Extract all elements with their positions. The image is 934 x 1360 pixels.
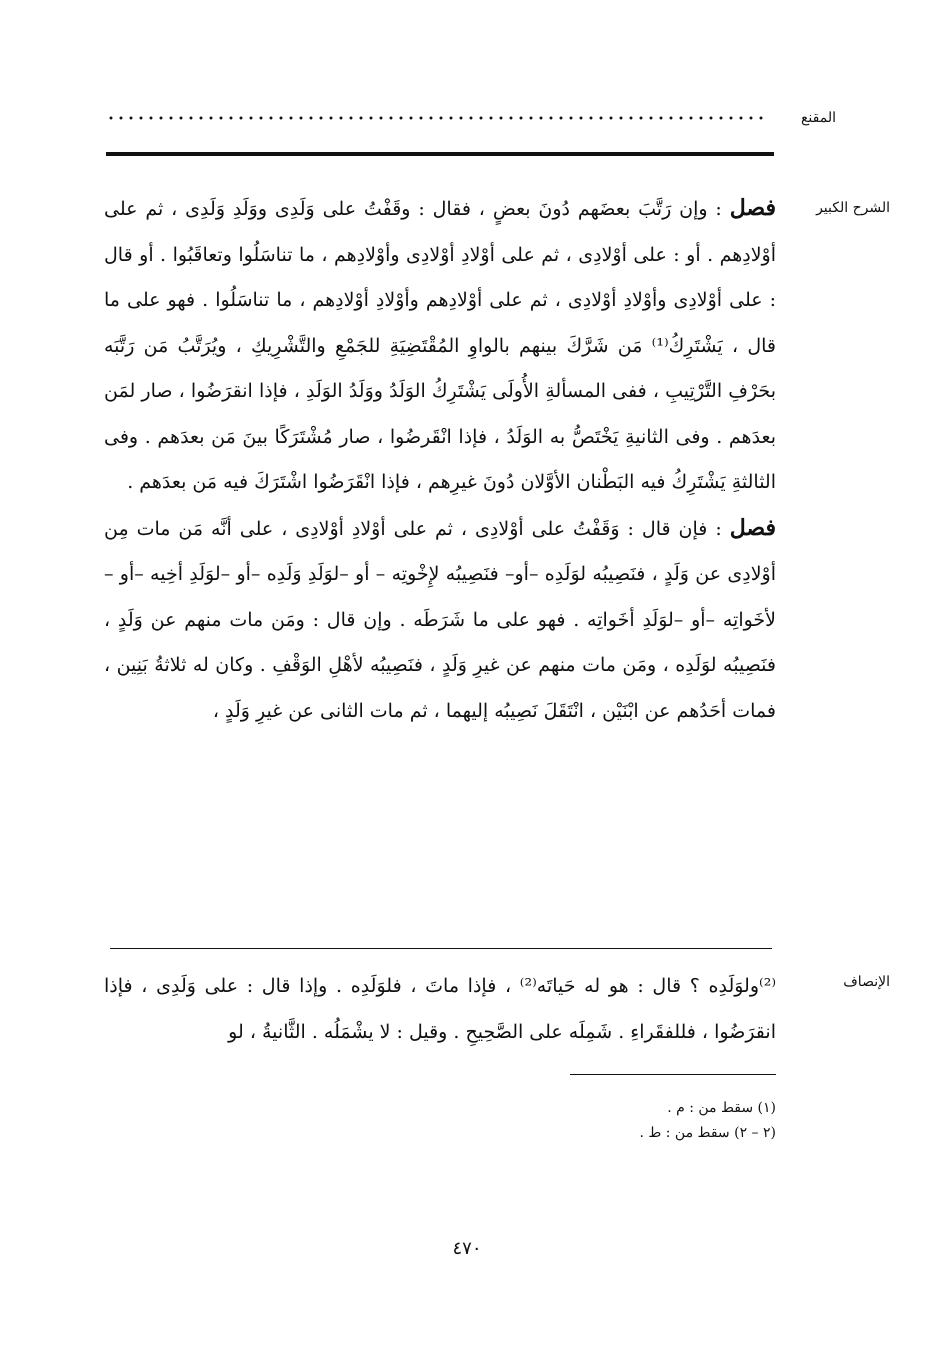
paragraph-2 — [104, 506, 776, 735]
footnotes — [639, 1096, 776, 1146]
dotted-leader — [106, 112, 766, 124]
section-separator — [110, 948, 772, 949]
page-number: ٤٧٠ — [452, 1238, 482, 1259]
running-title: المقنع — [800, 110, 836, 126]
section-heading: فصل — [729, 195, 776, 221]
section-heading: فصل — [729, 514, 776, 541]
insaf-paragraph: ⁽²⁾ولوَلَدِه ؟ قال : هو له حَياتَه⁽²⁾ ، فإذا ماتَ ، فلوَلَدِه . وإذا قال : على وَلَدِى ، فإذا انقرَضُوا ، فللفقَراءِ . شَمِلَه على الصَّحِيحِ . وقيل : لا يشْمَلُه . الثَّانيةُ ، لو — [104, 975, 776, 1043]
margin-label-sharh: الشرح الكبير — [816, 200, 890, 216]
paragraph-text: : وإن رَتَّبَ بعضَهم دُونَ بعضٍ ، فقال : وقَفْتُ على وَلَدِى ووَلَدِ وَلَدِى ، ثم على أوْلادِهم . أو : على أوْلادِى ، ثم على أوْلادِ أوْلادِى وأوْلادِهم ، ما تناسَلُوا وتعاقَبُوا . أو قال : على أوْلادِى وأوْلادِ أوْلادِى ، ثم على أوْلادِهم وأوْلادِ أوْلادِهم ، ما تناسَلُوا . فهو على ما قال ، يَشْتَرِكُ⁽¹⁾ مَن شَرَّكَ بينهم بالواوِ المُقْتَضِيَةِ للجَمْعِ والتَّشْرِيكِ ، ويُرَتَّبُ مَن رَتَّبَه بحَرْفِ التَّرْتِيبِ ، ففى المسألةِ الأُولَى يَشْتَرِكُ الوَلَدُ ووَلَدُ الوَلَدِ ، فإذا انقرَضُوا ، صار لمَن بعدَهم . وفى الثانيةِ يَخْتَصُّ به الوَلَدُ ، فإذا انْقَرضُوا ، صار مُشْتَرَكًا بينَ مَن بعدَهم . وفى الثالثةِ يَشْتَرِكُ فيه البَطْنان الأوَّلان دُونَ غيرِهم ، فإذا انْقَرَضُوا اشْتَرَكَ فيه مَن بعدَهم . — [104, 198, 777, 493]
sharh-text-block — [104, 186, 776, 734]
header-rule — [106, 152, 774, 156]
footnote-1: (١) سقط من : م . — [667, 1100, 776, 1116]
footnote-2: (٢ – ٢) سقط من : ط . — [639, 1125, 776, 1141]
paragraph-1 — [104, 186, 776, 506]
footnote-rule — [570, 1074, 776, 1075]
paragraph-text: : فإن قال : وَقَفْتُ على أوْلادِى ، ثم على أوْلادِ أوْلادِى ، على أنَّه مَن مات مِن أوْلادِى عن وَلَدٍ ، فنَصِيبُه لوَلَدِه –أو– فنَصِيبُه لإِخْوتِه – أو –لوَلَدِ وَلَدِه –أو –لوَلَدِ أخِيه –أو –لأخَواتِه –أو –لوَلَدِ أخَواتِه . فهو على ما شَرَطَه . وإن قال : ومَن مات منهم عن وَلَدٍ ، فنَصِيبُه لوَلَدِه ، ومَن مات منهم عن غيرِ وَلَدٍ ، فنَصِيبُه لأهْلِ الوَقْفِ . وكان له ثلاثةُ بَنِين ، فمات أحَدُهم عن ابْنَيْن ، انْتَقَلَ نَصِيبُه إليهما ، ثم مات الثانى عن غيرِ وَلَدٍ ، — [104, 517, 776, 722]
insaf-text-block — [104, 964, 776, 1055]
margin-label-insaf: الإنصاف — [843, 974, 890, 990]
